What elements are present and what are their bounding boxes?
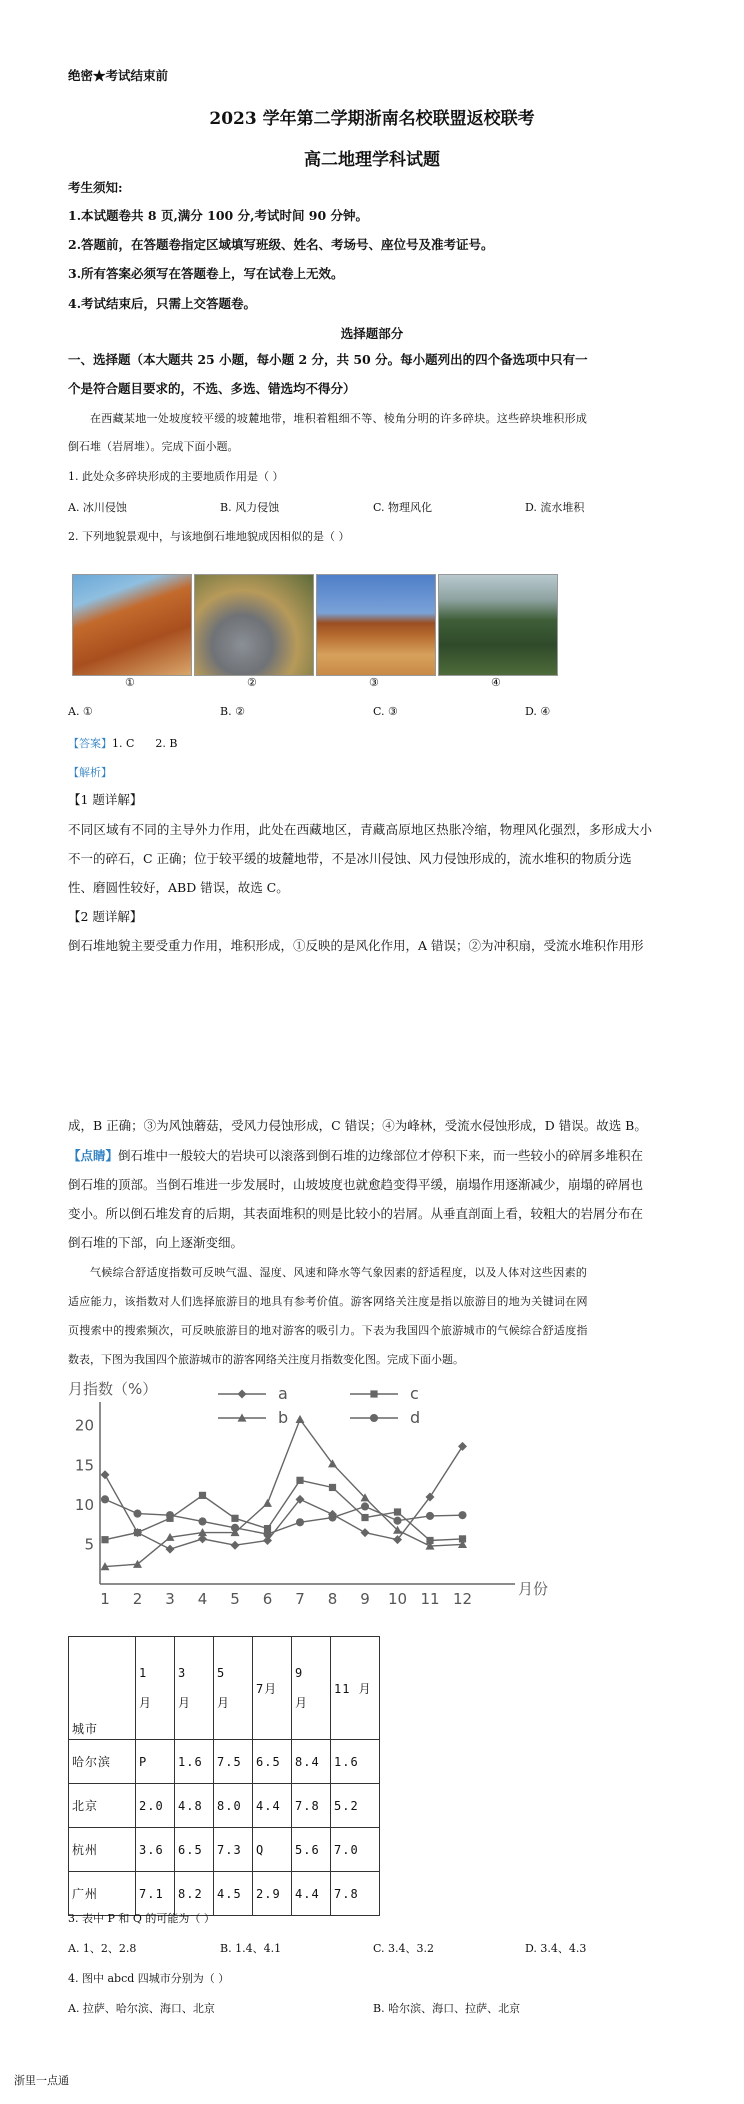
q1-option-c: C. 物理风化	[373, 501, 433, 514]
data-point-circle	[426, 1512, 434, 1520]
tip-line4: 倒石堆的下部，向上逐渐变细。	[68, 1235, 244, 1250]
table-cell: 7.8	[292, 1784, 331, 1828]
data-point-circle	[166, 1511, 174, 1519]
table-cell: 7.3	[214, 1828, 253, 1872]
table-cell: 1.6	[175, 1740, 214, 1784]
x-tick-label: 9	[360, 1590, 370, 1608]
passage1-line2: 倒石堆（岩屑堆）。完成下面小题。	[68, 440, 239, 453]
tip-line2: 倒石堆的顶部。当倒石堆进一步发展时，山坡坡度也就愈趋变得平缓，崩塌作用逐渐减少，崩塌的碎屑也	[68, 1177, 644, 1192]
table-row	[69, 1828, 380, 1872]
data-point-square	[101, 1536, 108, 1543]
q1-stem: 1. 此处众多碎块形成的主要地质作用是（ ）	[68, 470, 284, 483]
table-corner-label: 城市	[69, 1637, 136, 1740]
data-point-circle	[328, 1513, 336, 1521]
x-tick-label: 1	[100, 1590, 110, 1608]
table-month-11: 11 月	[331, 1637, 380, 1740]
table-cell: 2.9	[253, 1872, 292, 1916]
y-tick-label: 15	[74, 1456, 94, 1475]
exam-title: 2023 学年第二学期浙南名校联盟返校联考	[209, 109, 535, 129]
photo-label-1: ①	[125, 676, 135, 689]
exam-subtitle: 高二地理学科试题	[304, 150, 440, 170]
section-title: 选择题部分	[340, 326, 404, 341]
table-cell: 8.4	[292, 1740, 331, 1784]
q3-option-a: A. 1、2、2.8	[68, 1942, 137, 1955]
y-tick-label: 20	[74, 1416, 94, 1435]
detail1-line2: 不一的碎石，C 正确；位于较平缓的坡麓地带，不是冰川侵蚀、风力侵蚀形成的，流水堆积的物质分选	[68, 851, 632, 866]
q2-option-b: B. ②	[220, 705, 245, 718]
data-point-triangle	[263, 1499, 272, 1507]
q4-stem: 4. 图中 abcd 四城市分别为（ ）	[68, 1972, 230, 1985]
notice-item-1: 1.本试题卷共 8 页,满分 100 分,考试时间 90 分钟。	[68, 208, 369, 223]
data-point-circle	[361, 1502, 369, 1510]
table-cell: 4.8	[175, 1784, 214, 1828]
x-tick-label: 8	[327, 1590, 338, 1608]
table-row	[69, 1872, 380, 1916]
data-point-diamond	[238, 1390, 247, 1399]
passage2-line3: 页搜索中的搜索频次，可反映旅游目的地对游客的吸引力。下表为我国四个旅游城市的气候综合舒适度指	[68, 1324, 588, 1337]
answer-label: 【答案】	[68, 737, 112, 750]
section-instruction-2: 个是符合题目要求的，不选、多选、错选均不得分）	[68, 381, 356, 396]
table-city: 北京	[69, 1784, 136, 1828]
detail2-line2: 成，B 正确；③为风蚀蘑菇，受风力侵蚀形成，C 错误；④为峰林，受流水侵蚀形成，D 错误。故选 B。	[68, 1118, 647, 1133]
x-tick-label: 6	[262, 1590, 273, 1608]
series-line-b	[105, 1419, 463, 1566]
table-city: 杭州	[69, 1828, 136, 1872]
detail1-line1: 不同区域有不同的主导外力作用，此处在西藏地区，青藏高原地区热胀冷缩，物理风化强烈，多形成大小	[68, 822, 653, 837]
data-point-circle	[101, 1495, 109, 1503]
table-cell: 4.4	[292, 1872, 331, 1916]
q3-option-d: D. 3.4、4.3	[525, 1942, 587, 1955]
data-point-diamond	[231, 1541, 240, 1550]
data-point-circle	[263, 1530, 271, 1538]
passage2-line4: 数表，下图为我国四个旅游城市的游客网络关注度月指数变化图。完成下面小题。	[68, 1353, 464, 1366]
data-point-diamond	[361, 1528, 370, 1537]
data-point-circle	[198, 1517, 206, 1525]
data-point-circle	[231, 1524, 239, 1532]
footer-label: 浙里一点通	[14, 2074, 69, 2087]
q3-option-b: B. 1.4、4.1	[220, 1942, 282, 1955]
q4-option-b: B. 哈尔滨、海口、拉萨、北京	[373, 2002, 521, 2015]
photo-balanced-rock	[72, 574, 192, 676]
data-point-diamond	[166, 1545, 175, 1554]
q2-stem: 2. 下列地貌景观中，与该地倒石堆地貌成因相似的是（ ）	[68, 530, 350, 543]
secret-label: 绝密★考试结束前	[68, 68, 169, 83]
data-point-diamond	[101, 1470, 110, 1479]
table-cell: 3.6	[136, 1828, 175, 1872]
notice-heading: 考生须知:	[68, 180, 123, 195]
q1-option-d: D. 流水堆积	[525, 501, 585, 514]
q3-option-c: C. 3.4、3.2	[373, 1942, 435, 1955]
table-cell: 8.2	[175, 1872, 214, 1916]
detail2-heading: 【2 题详解】	[68, 909, 143, 924]
detail1-line3: 性、磨圆性较好，ABD 错误，故选 C。	[68, 880, 289, 895]
data-point-square	[370, 1390, 377, 1397]
q2-option-d: D. ④	[525, 705, 551, 718]
table-cell: 7.8	[331, 1872, 380, 1916]
series-line-c	[105, 1480, 463, 1540]
data-point-square	[459, 1535, 466, 1542]
data-point-circle	[133, 1510, 141, 1518]
photo-mushroom-rock	[316, 574, 436, 676]
passage2-line1: 气候综合舒适度指数可反映气温、湿度、风速和降水等气象因素的舒适程度，以及人体对这些因素的	[90, 1266, 588, 1279]
data-point-square	[394, 1508, 401, 1515]
passage2-line2: 适应能力，该指数对人们选择旅游目的地具有参考价值。游客网络关注度是指以旅游目的地为关键词在网	[68, 1295, 588, 1308]
detail1-heading: 【1 题详解】	[68, 792, 143, 807]
data-point-diamond	[458, 1442, 467, 1451]
q1-option-b: B. 风力侵蚀	[220, 501, 280, 514]
table-row	[69, 1740, 380, 1784]
tip-line1	[68, 1146, 643, 1166]
q2-option-c: C. ③	[373, 705, 398, 718]
photo-label-3: ③	[369, 676, 379, 689]
table-cell: 7.0	[331, 1828, 380, 1872]
table-month-1: 1 月	[136, 1637, 175, 1740]
table-cell: 7.1	[136, 1872, 175, 1916]
x-tick-label: 10	[387, 1590, 408, 1608]
notice-item-2: 2.答题前，在答题卷指定区域填写班级、姓名、考场号、座位号及准考证号。	[68, 237, 494, 252]
table-city: 广州	[69, 1872, 136, 1916]
detail2-line1: 倒石堆地貌主要受重力作用，堆积形成，①反映的是风化作用，A 错误；②为冲积扇，受流水堆积作用形	[68, 938, 644, 953]
table-cell: 4.5	[214, 1872, 253, 1916]
section-instruction-1: 一、选择题（本大题共 25 小题，每小题 2 分，共 50 分。每小题列出的四个备选项中只有一	[68, 352, 588, 367]
x-tick-label: 11	[420, 1590, 440, 1608]
notice-item-3: 3.所有答案必须写在答题卷上，写在试卷上无效。	[68, 266, 344, 281]
photo-peak-forest	[438, 574, 558, 676]
legend-label-a: a	[278, 1384, 288, 1403]
x-tick-label: 7	[295, 1590, 305, 1608]
data-point-circle	[458, 1511, 466, 1519]
x-tick-label: 5	[230, 1590, 240, 1608]
photo-label-4: ④	[491, 676, 501, 689]
table-month-7: 7月	[253, 1637, 292, 1740]
x-tick-label: 3	[165, 1590, 175, 1608]
data-point-square	[134, 1529, 141, 1536]
table-cell: 5.6	[292, 1828, 331, 1872]
table-month-5: 5 月	[214, 1637, 253, 1740]
tip-text-1: 倒石堆中一般较大的岩块可以滚落到倒石堆的边缘部位才停积下来，而一些较小的碎屑多堆积在	[118, 1148, 644, 1163]
table-cell: 6.5	[253, 1740, 292, 1784]
table-header-row	[69, 1637, 380, 1740]
y-tick-label: 10	[74, 1495, 94, 1514]
data-point-square	[329, 1484, 336, 1491]
legend-label-b: b	[278, 1408, 289, 1427]
q1-option-a: A. 冰川侵蚀	[68, 501, 127, 514]
photo-label-2: ②	[247, 676, 257, 689]
legend-label-c: c	[410, 1384, 419, 1403]
data-point-square	[426, 1537, 433, 1544]
comfort-index-table	[68, 1636, 380, 1916]
tourism-index-line-chart	[60, 1372, 560, 1622]
q2-option-a: A. ①	[68, 705, 93, 718]
data-point-circle	[393, 1517, 401, 1525]
analysis-label: 【解析】	[68, 766, 112, 779]
table-cell: 2.0	[136, 1784, 175, 1828]
chart-x-axis-label: 月份	[518, 1580, 549, 1598]
q3-stem: 3. 表中 P 和 Q 的可能为（ ）	[68, 1912, 215, 1925]
tip-label: 【点睛】	[68, 1148, 119, 1163]
chart-y-axis-label: 月指数（%）	[68, 1380, 158, 1398]
tip-line3: 变小。所以倒石堆发育的后期，其表面堆积的则是比较小的岩屑。从垂直剖面上看，较粗大的岩屑分布在	[68, 1206, 644, 1221]
data-point-square	[199, 1492, 206, 1499]
table-cell: 5.2	[331, 1784, 380, 1828]
table-cell: P	[136, 1740, 175, 1784]
table-month-9: 9 月	[292, 1637, 331, 1740]
x-tick-label: 12	[452, 1590, 473, 1608]
answer-values: 1. C 2. B	[112, 737, 178, 750]
notice-item-4: 4.考试结束后，只需上交答题卷。	[68, 296, 257, 311]
q4-option-a: A. 拉萨、哈尔滨、海口、北京	[68, 2002, 215, 2015]
table-cell: 1.6	[331, 1740, 380, 1784]
data-point-square	[231, 1515, 238, 1522]
legend-label-d: d	[410, 1408, 421, 1427]
table-cell: 6.5	[175, 1828, 214, 1872]
photo-alluvial-fan	[194, 574, 314, 676]
table-cell: 8.0	[214, 1784, 253, 1828]
data-point-square	[296, 1477, 303, 1484]
data-point-circle	[370, 1414, 378, 1422]
table-cell: 4.4	[253, 1784, 292, 1828]
answer-line	[68, 735, 177, 751]
table-month-3: 3 月	[175, 1637, 214, 1740]
data-point-triangle	[296, 1415, 305, 1423]
passage1-line1: 在西藏某地一处坡度较平缓的坡麓地带，堆积着粗细不等、棱角分明的许多碎块。这些碎块堆积形成	[90, 412, 588, 425]
table-row	[69, 1784, 380, 1828]
x-tick-label: 2	[132, 1590, 143, 1608]
table-cell: 7.5	[214, 1740, 253, 1784]
x-tick-label: 4	[197, 1590, 208, 1608]
data-point-square	[361, 1514, 368, 1521]
table-city: 哈尔滨	[69, 1740, 136, 1784]
y-tick-label: 5	[84, 1535, 94, 1554]
data-point-circle	[296, 1518, 304, 1526]
table-cell: Q	[253, 1828, 292, 1872]
